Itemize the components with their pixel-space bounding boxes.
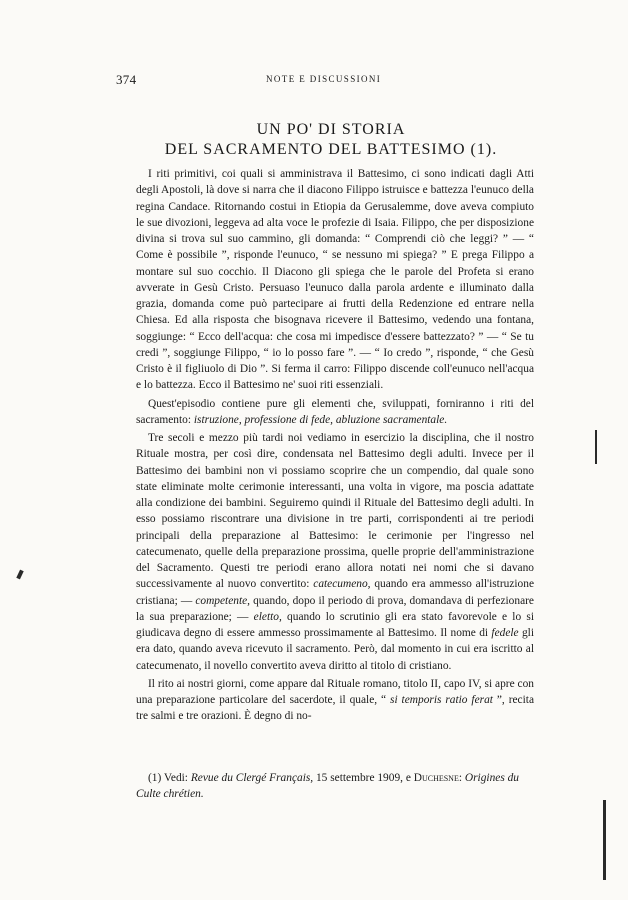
article-title — [116, 120, 546, 160]
paragraph-3-text-c: quando, dopo il periodo di prova, domandava di perfezionare la sua preparazione; — — [136, 594, 534, 623]
margin-mark-right — [595, 430, 597, 464]
paragraph-3-text-e: gli era dato, quando aveva ricevuto il sacramento. Però, dal momento in cui era iscritto al catecumenato, il novello convertito aveva diritto al titolo di cristiano. — [136, 627, 534, 672]
footnote-author: Duchesne: — [413, 772, 463, 784]
paragraph-4 — [136, 676, 534, 725]
term-competente: competente, — [195, 594, 251, 607]
term-fedele: fedele — [491, 627, 519, 639]
paragraph-2-emphasis: istruzione, professione di fede, abluzione sacramentale. — [193, 413, 448, 426]
footnote-date: 15 settembre 1909, e — [313, 772, 414, 784]
title-line-1: UN PO' DI STORIA — [256, 121, 406, 138]
footnote-text — [136, 770, 534, 802]
paragraph-3-text-d: quando lo scrutinio gli era stato favorevole e lo si giudicava degno di essere ammesso prossimamente al Battesimo. Il nome di — [136, 610, 534, 639]
page-number: 374 — [116, 72, 137, 87]
footnote-book: Origines du Culte chrétien. — [136, 772, 519, 800]
paragraph-4-text: Il rito ai nostri giorni, come appare dal Rituale romano, titolo II, capo IV, si apre con una preparazione particolare del sacerdote, il quale, “ — [136, 677, 534, 706]
paragraph-4-text-b: ”, recita tre salmi e tre orazioni. È degno di no- — [136, 694, 534, 723]
article-body — [136, 166, 534, 725]
title-line-2: DEL SACRAMENTO DEL BATTESIMO (1). — [164, 141, 498, 158]
margin-mark-bottom-right — [603, 800, 606, 880]
paragraph-1: I riti primitivi, coi quali si amministrava il Battesimo, ci sono indicati dagli Atti degli Apostoli, là dove si narra che il diacono Filippo istruisce e battezza l'eunuco della regina Candace. Ritornando costui in Etiopia da Gerusalemme, dove aveva compiuto le sue divozioni, leggeva ad alta voce le profezie di Isaia. Filippo, che per disposizione divina si trova sul suo cammino, gli domanda: “ Comprendi ciò che leggi? ” — “ Come è possibile ”, risponde l'eunuco, “ se nessuno mi spiega? ” E prega Filippo a montare sul suo cocchio. Il Diacono gli spiega che le parole del Profeta si erano avverate in Gesù Cristo. Persuaso l'eunuco dalla parola ardente e illuminato dalla grazia, domanda come può partecipare ai frutti della Redenzione ed entrare nella Chiesa. Ed alla risposta che bisognava ricevere il Battesimo, vedendo una fontana, soggiunge: “ Ecco dell'acqua: che cosa mi impedisce d'essere battezzato? ” — “ Se tu credi ”, soggiunge Filippo, “ io lo posso fare ”. — “ Io credo ”, risponde, “ che Gesù Cristo è il figliuolo di Dio ”. Si ferma il carro: Filippo discende coll'eunuco nell'acqua e lo battezza. Ecco il Battesimo ne' suoi riti essenziali. — [136, 168, 534, 392]
term-eletto: eletto, — [253, 610, 282, 623]
footnote-marker: (1) Vedi: — [148, 772, 191, 784]
paragraph-4-latin: si temporis ratio ferat — [390, 694, 493, 706]
term-catecumeno: catecumeno, — [313, 578, 371, 591]
margin-mark-left — [16, 570, 23, 580]
paragraph-2 — [136, 396, 534, 429]
footnote-journal: Revue du Clergé Français, — [190, 772, 314, 784]
paragraph-3-text: Tre secoli e mezzo più tardi noi vediamo in esercizio la disciplina, che il nostro Rituale mostra, per così dire, condensata nel Battesimo degli adulti. Invece per il Battesimo dei bambini non vi possiamo scoprire che un compendio, dal quale sono state eliminate molte cerimonie interessanti, una volta in vigore, ma poscia adattate alla condizione dei bambini. Seguiremo quindi il Rituale del Battesimo degli adulti. In esso possiamo riscontrare una divisione in tre parti, corrispondenti ai tre periodi principali della preparazione al Battesimo: le cerimonie per l'ingresso nel catecumenato, quelle della preparazione prossima, quelle proprie dell'amministrazione del Sacramento. Questi tre periodi erano allora notati nei nomi che si davano successivamente al nuovo convertito: — [136, 432, 534, 591]
paragraph-3 — [136, 430, 534, 674]
footnote — [136, 770, 534, 802]
running-head: NOTE E DISCUSSIONI — [266, 74, 382, 84]
page-header — [116, 72, 546, 88]
paragraph-2-text: Quest'episodio contiene pure gli elementi che, sviluppati, forniranno i riti del sacramento: — [136, 397, 534, 426]
paragraph-3-text-b: quando era ammesso all'istruzione cristiana; — — [136, 578, 534, 607]
